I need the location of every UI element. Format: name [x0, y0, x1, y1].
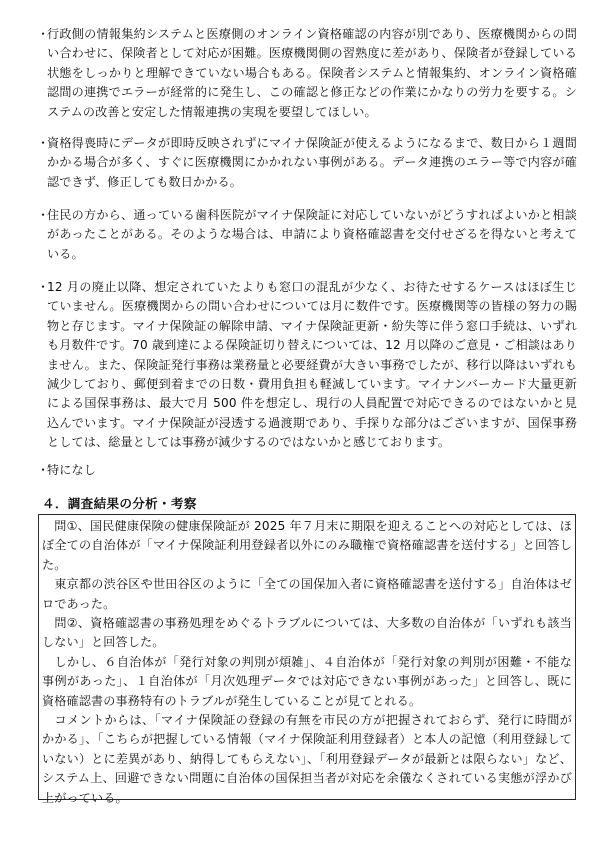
comment-item	[37, 25, 577, 122]
analysis-paragraph: しかし、６自治体が「発行対象の判別が煩雑」、４自治体が「発行対象の判別が困難・不能な事例があった」、１自治体が「月次処理データでは対応できない事例があった」と回答し、既に資格確認書の事務特有のトラブルが発生していることが見てとれる。	[42, 654, 572, 708]
section-heading: ４．調査結果の分析・考察	[42, 496, 197, 511]
bullet-mark: ・	[37, 27, 50, 41]
analysis-paragraph: コメントからは、「マイナ保険証の登録の有無を市民の方が把握されておらず、発行に時間がかかる」、「こちらが把握している情報（マイナ保険証利用登録者）と本人の記憶（利用登録していない）とに差異があり、納得してもらえない」、「利用登録データが最新とは限らない」など、システム上、回避できない問題に自治体の国保担当者が対応を余儀なくされている実態が浮かび上がっている。	[42, 713, 572, 805]
analysis-paragraph: 問②、資格確認書の事務処理をめぐるトラブルについては、大多数の自治体が「いずれも該当しない」と回答した。	[42, 616, 572, 650]
analysis-q1	[42, 517, 572, 614]
comment-item	[37, 278, 577, 453]
bullet-mark: ・	[37, 280, 50, 294]
analysis-paragraph: 問①、国民健康保険の健康保険証が 2025 年７月末に期限を迎えることへの対応としては、ほぼ全ての自治体が「マイナ保険証利用登録者以外にのみ職権で資格確認書を送付する」と回答した。	[42, 519, 572, 572]
analysis-paragraph: 東京都の渋谷区や世田谷区のように「全ての国保加入者に資格確認書を送付する」自治体はゼロであった。	[42, 577, 572, 611]
comment-text: 資格得喪時にデータが即時反映されずにマイナ保険証が使えるようになるまで、数日から１週間かかる場合が多く、すぐに医療機関にかかれない事例がある。データ連携のエラー等で内容が確認できず、修正しても数日かかる。	[47, 136, 577, 189]
comment-text: 住民の方から、通っている歯科医院がマイナ保険証に対応していないがどうすればよいかと相談があったことがある。そのような場合は、申請により資格確認書を交付せざるを得ないと考えている。	[47, 208, 577, 261]
comment-item	[37, 134, 577, 192]
comment-item	[37, 461, 577, 480]
comment-item	[37, 206, 577, 264]
comment-text: 特になし	[47, 463, 96, 477]
comment-text: 行政側の情報集約システムと医療側のオンライン資格確認の内容が別であり、医療機関からの問い合わせに、保険者として対応が困難。医療機関側の習熟度に差があり、保険者が登録している状態をしっかりと理解できていない場合もある。保険者システムと情報集約、オンライン資格確認間の連携でエラーが経常的に発生し、この確認と修正などの作業にかなりの労力を要する。システムの改善と安定した情報連携の実現を要望してほしい。	[47, 27, 577, 119]
bullet-mark: ・	[37, 463, 50, 477]
bullet-mark: ・	[37, 208, 50, 222]
analysis-q2	[42, 614, 572, 808]
comment-text: 12 月の廃止以降、想定されていたよりも窓口の混乱が少なく、お待たせするケースはほぼ生じていません。医療機関からの問い合わせについては月に数件です。医療機関等の皆様の努力の賜物と存じます。マイナ保険証の解除申請、マイナ保険証更新・紛失等に伴う窓口手続は、いずれも月数件です。70 歳到達による保険証切り替えについては、12 月以降のご意見・ご相談はありません。また、保険証発行事務は業務量と必要経費が大きい事務でしたが、移行以降はいずれも減少しており、郵便到着までの日数・費用負担も軽減しています。マイナンバーカード大量更新による国保事務は、最大で月 500 件を想定し、現行の人員配置で対応できるのではないかと見込んでいます。マイナ保険証が浸透する過渡期であり、手探りな部分はございますが、国保事務としては、総量としては事務が減少するのではないかと感じております。	[47, 280, 577, 450]
bullet-mark: ・	[37, 136, 50, 150]
